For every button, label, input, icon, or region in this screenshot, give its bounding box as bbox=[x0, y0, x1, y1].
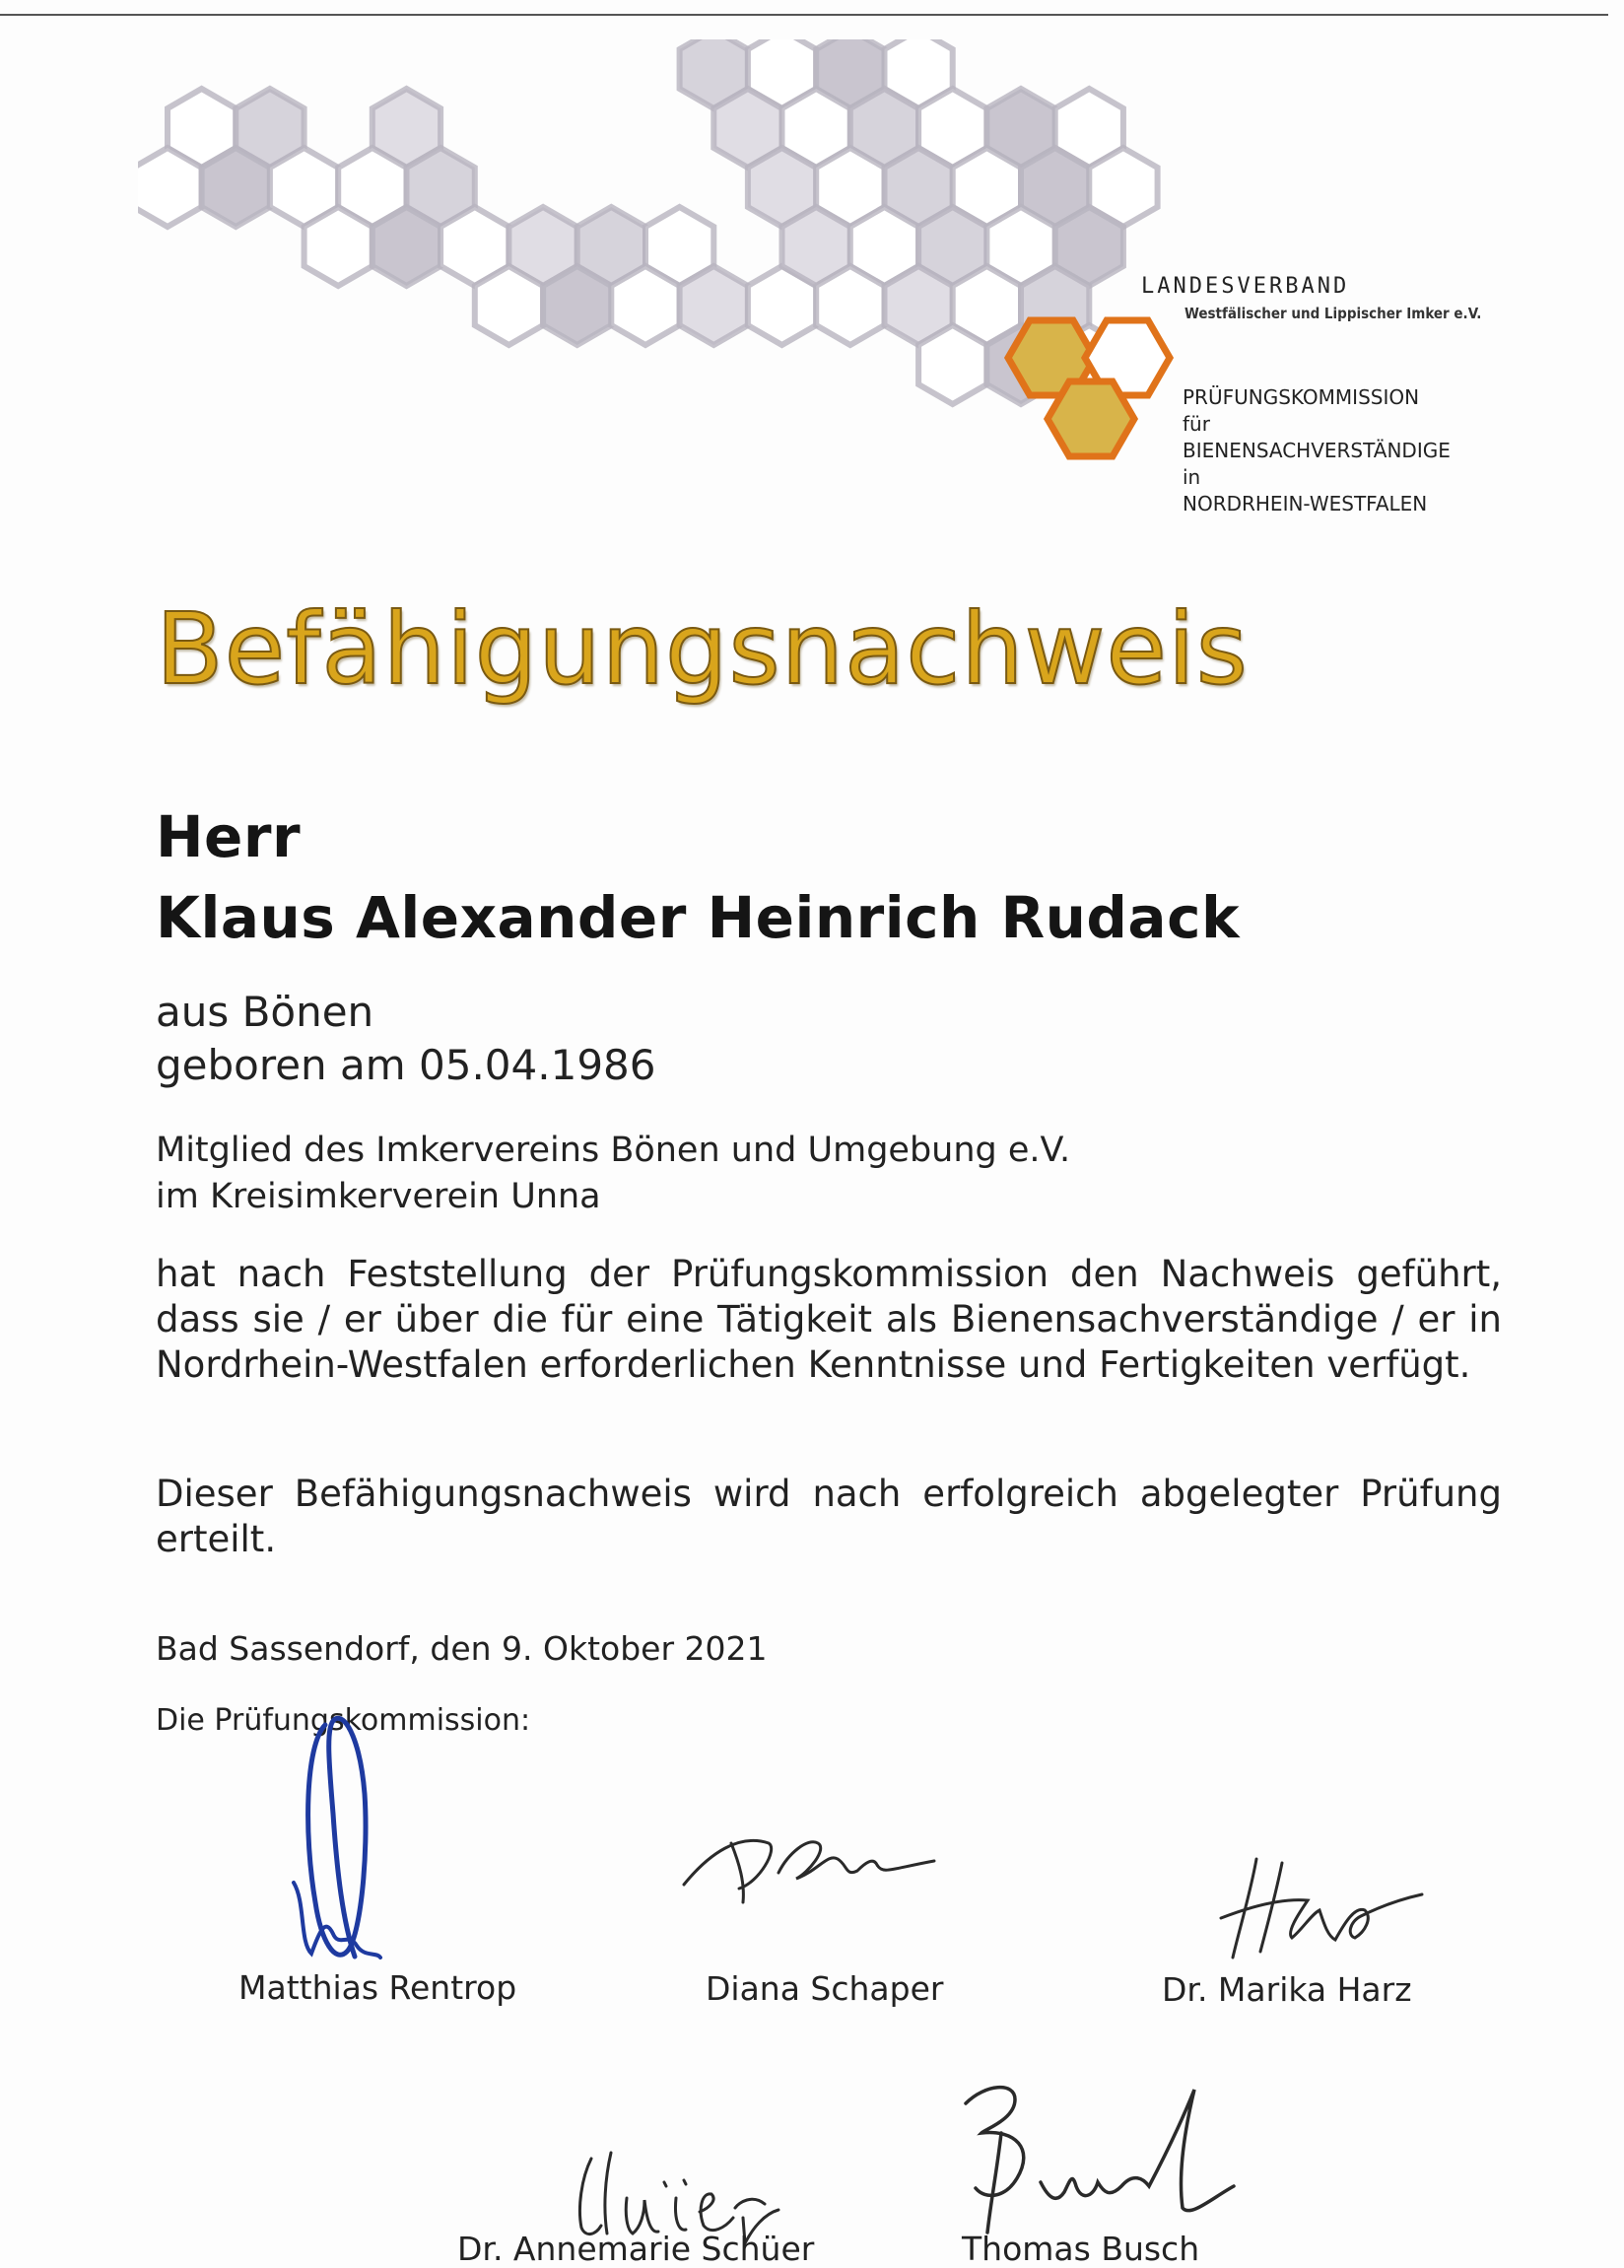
honeycomb-cell bbox=[918, 325, 986, 404]
membership-block bbox=[156, 1128, 1070, 1220]
honeycomb-cell bbox=[475, 266, 543, 345]
signature-harz bbox=[1217, 1853, 1424, 1961]
membership-district: im Kreisimkerverein Unna bbox=[156, 1177, 601, 1216]
issuance-paragraph: Dieser Befähigungsnachweis wird nach erfolgreich abgelegter Prüfung erteilt. bbox=[156, 1473, 1502, 1560]
org-title: LANDESVERBAND bbox=[1141, 274, 1350, 299]
honeycomb-cell bbox=[304, 207, 372, 286]
recipient-salutation: Herr bbox=[156, 803, 302, 870]
commission-label: Die Prüfungskommission: bbox=[156, 1703, 531, 1738]
commission-line: NORDRHEIN-WESTFALEN bbox=[1183, 492, 1428, 515]
signature-busch bbox=[946, 2070, 1242, 2242]
honeycomb-cell bbox=[680, 266, 748, 345]
org-header bbox=[1141, 274, 1481, 322]
honeycomb-cell bbox=[611, 266, 679, 345]
signer-name-busch: Thomas Busch bbox=[962, 2230, 1200, 2268]
commission-line: BIENENSACHVERSTÄNDIGE bbox=[1183, 439, 1451, 462]
honeycomb-cell bbox=[543, 266, 611, 345]
recipient bbox=[156, 796, 1240, 958]
honeycomb-cell bbox=[816, 266, 884, 345]
recipient-name: Klaus Alexander Heinrich Rudack bbox=[156, 884, 1241, 951]
signer-name-rentrop: Matthias Rentrop bbox=[238, 1968, 517, 2007]
commission-line: für bbox=[1183, 412, 1210, 436]
origin-block bbox=[156, 986, 656, 1092]
place-date: Bad Sassendorf, den 9. Oktober 2021 bbox=[156, 1629, 768, 1668]
signer-name-harz: Dr. Marika Harz bbox=[1162, 1970, 1412, 2009]
scan-border-line bbox=[0, 14, 1608, 16]
commission-line: in bbox=[1183, 465, 1201, 489]
certificate-title: Befähigungsnachweis bbox=[156, 591, 1249, 707]
birth-date: geboren am 05.04.1986 bbox=[156, 1041, 656, 1089]
certification-paragraph: hat nach Feststellung der Prüfungskommission den Nachweis geführt, dass sie / er über die für eine Tätigkeit als Bienensachverständige / er in Nordrhein-Westfalen erforderlichen Kenntnisse und Fertigkeiten verfügt. bbox=[156, 1253, 1502, 1386]
honeycomb-cell bbox=[372, 207, 440, 286]
signature-schaper bbox=[680, 1814, 936, 1922]
org-subtitle: Westfälischer und Lippischer Imker e.V. bbox=[1184, 305, 1482, 322]
membership-club: Mitglied des Imkervereins Bönen und Umgebung e.V. bbox=[156, 1131, 1071, 1170]
origin-place: aus Bönen bbox=[156, 988, 374, 1036]
commission-line: PRÜFUNGSKOMMISSION bbox=[1183, 385, 1420, 409]
commission-block bbox=[1183, 384, 1451, 517]
honeycomb-cell bbox=[138, 148, 202, 227]
signer-name-schaper: Diana Schaper bbox=[706, 1969, 944, 2008]
signature-rentrop bbox=[286, 1705, 404, 1971]
honeycomb-cell bbox=[202, 148, 270, 227]
honeycomb-logo-icon bbox=[990, 301, 1178, 468]
signer-name-schueer: Dr. Annemarie Schüer bbox=[457, 2230, 815, 2268]
